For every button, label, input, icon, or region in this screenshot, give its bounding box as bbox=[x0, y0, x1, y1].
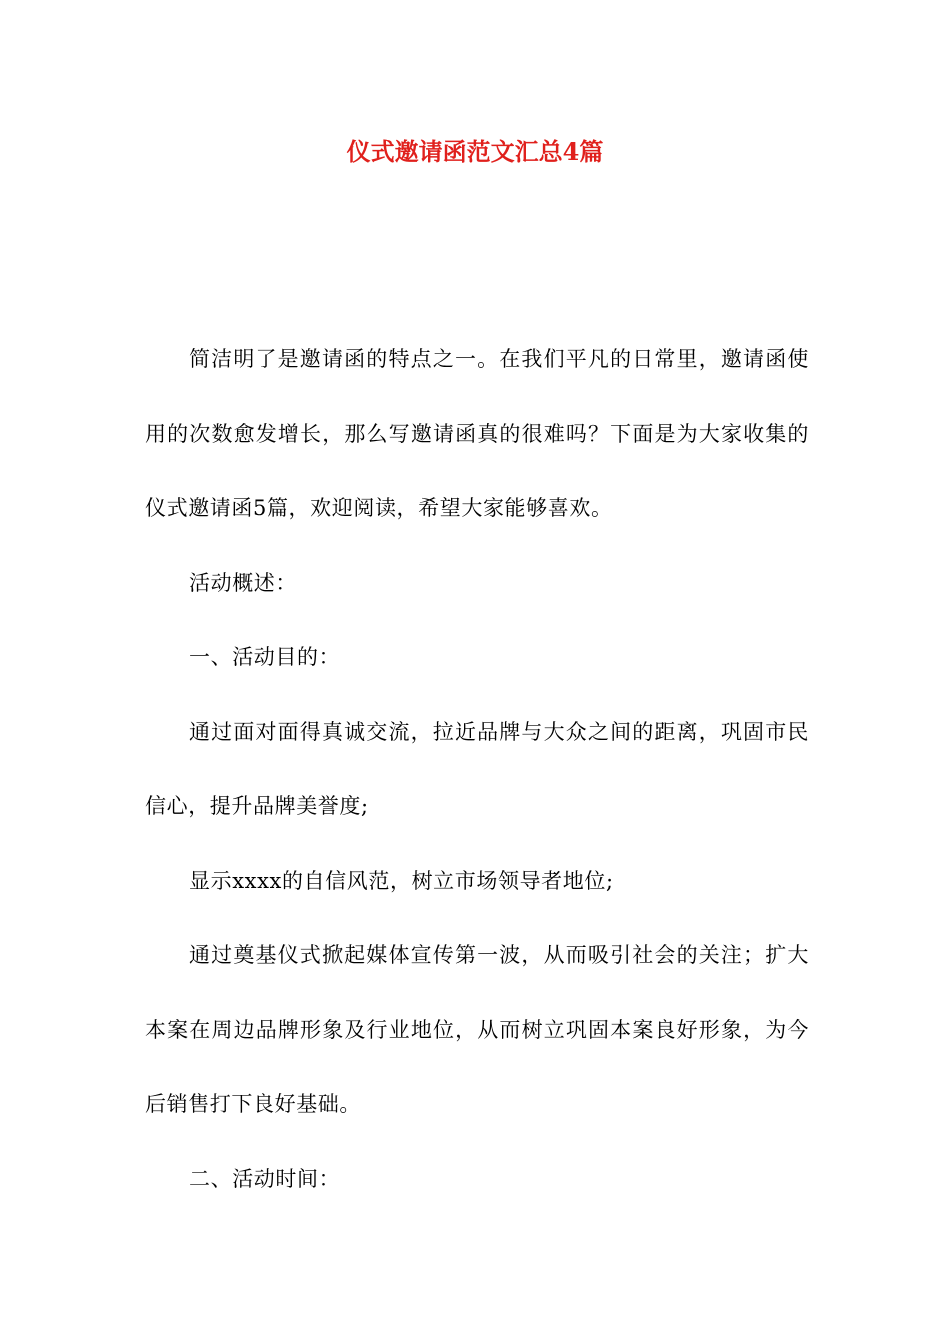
document-title: 仪式邀请函范文汇总4篇 bbox=[346, 137, 604, 166]
paragraph-purpose-2: 显示xxxx的自信风范，树立市场领导者地位; bbox=[189, 868, 614, 893]
paragraph-purpose-heading: 一、活动目的： bbox=[189, 645, 341, 669]
paragraph-time-heading: 二、活动时间： bbox=[189, 1166, 341, 1191]
paragraph-purpose-1: 通过面对面得真诚交流，拉近品牌与大众之间的距离，巩固市民信心，提升品牌美誉度; bbox=[145, 719, 809, 818]
paragraph-intro: 简洁明了是邀请函的特点之一。在我们平凡的日常里，邀请函使用的次数愈发增长，那么写邀请函真的很难吗？下面是为大家收集的仪式邀请函5篇，欢迎阅读，希望大家能够喜欢。 bbox=[145, 347, 809, 520]
paragraph-overview-heading: 活动概述： bbox=[189, 570, 297, 595]
document-body bbox=[145, 322, 809, 1216]
paragraph-purpose-3: 通过奠基仪式掀起媒体宣传第一波，从而吸引社会的关注；扩大本案在周边品牌形象及行业地位，从而树立巩固本案良好形象，为今后销售打下良好基础。 bbox=[145, 943, 809, 1116]
